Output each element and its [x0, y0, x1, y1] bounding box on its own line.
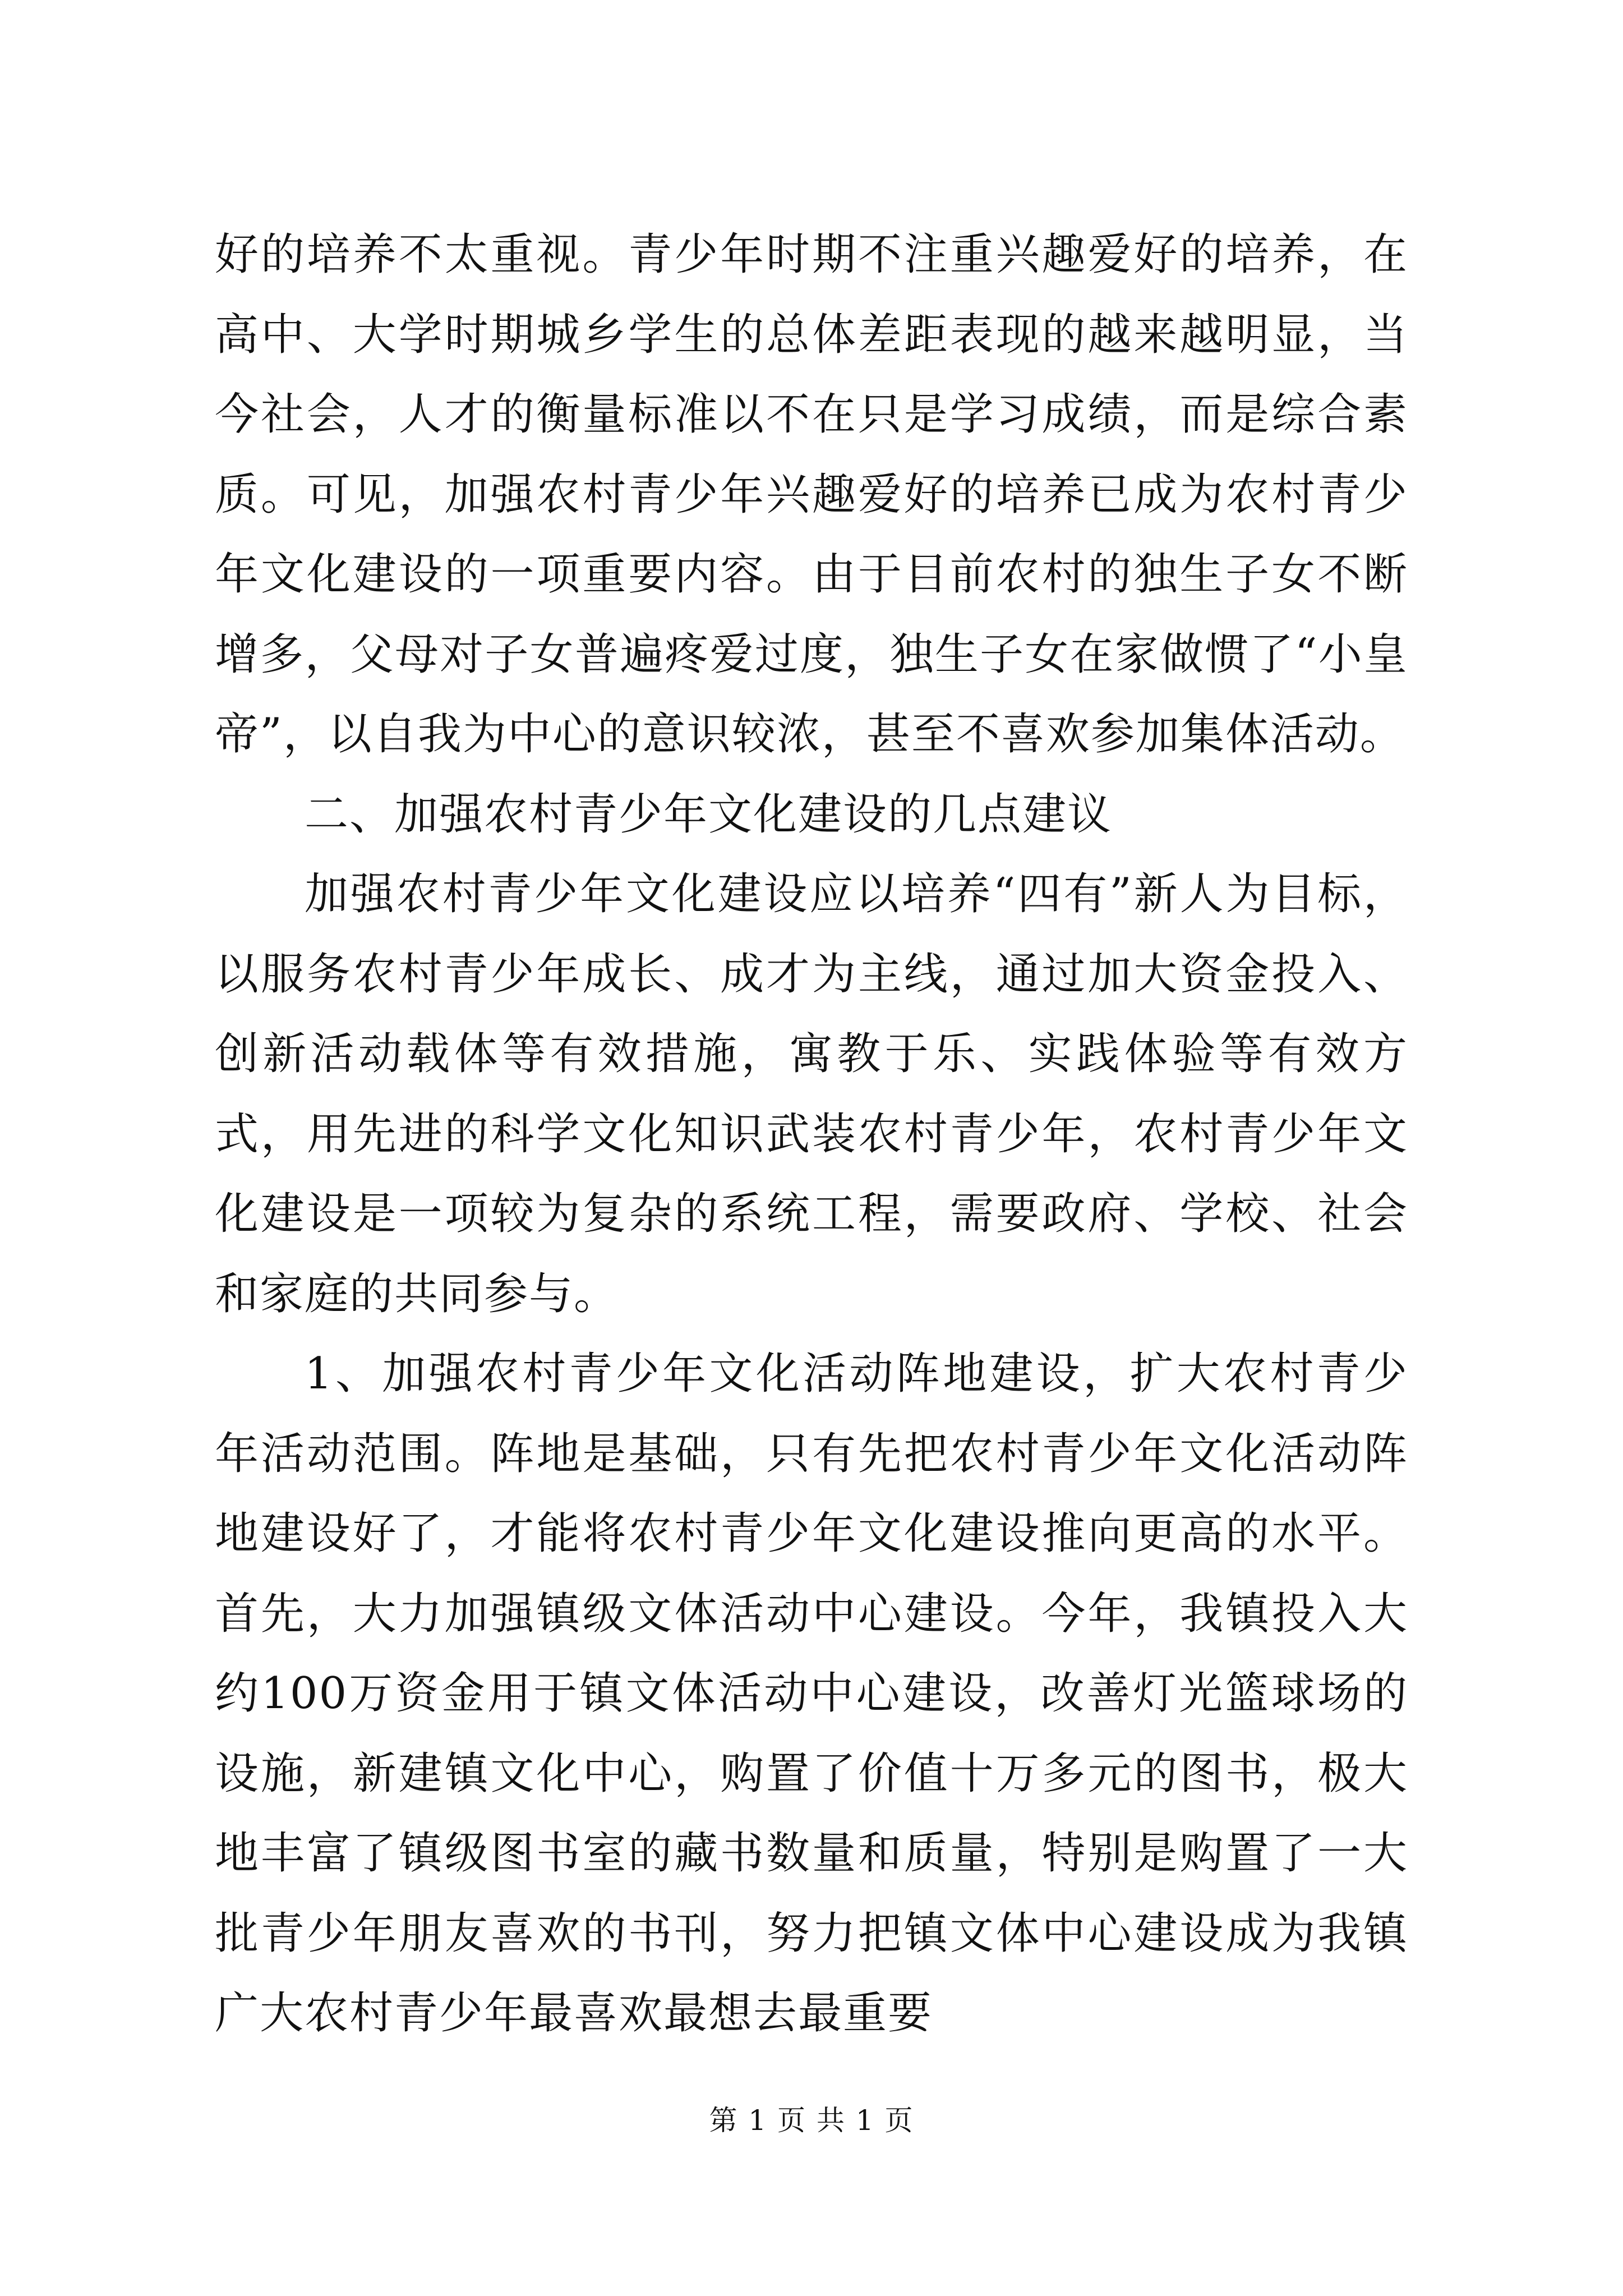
document-body	[215, 215, 1408, 2054]
paragraph-1: 好的培养不太重视。青少年时期不注重兴趣爱好的培养，在高中、大学时期城乡学生的总体差距表现的越来越明显，当今社会，人才的衡量标准以不在只是学习成绩，而是综合素质。可见，加强农村青少年兴趣爱好的培养已成为农村青少年文化建设的一项重要内容。由于目前农村的独生子女不断增多，父母对子女普遍疼爱过度，独生子女在家做惯了“小皇帝”，以自我为中心的意识较浓，甚至不喜欢参加集体活动。	[215, 229, 1408, 760]
page-footer: 第 1 页 共 1 页	[709, 2104, 914, 2137]
section-heading: 二、加强农村青少年文化建设的几点建议	[305, 789, 1113, 840]
paragraph-2: 加强农村青少年文化建设应以培养“四有”新人为目标，以服务农村青少年成长、成才为主线，通过加大资金投入、创新活动载体等有效措施，寓教于乐、实践体验等有效方式，用先进的科学文化知识武装农村青少年，农村青少年文化建设是一项较为复杂的系统工程，需要政府、学校、社会和家庭的共同参与。	[215, 869, 1408, 1319]
paragraph-3: 1、加强农村青少年文化活动阵地建设，扩大农村青少年活动范围。阵地是基础，只有先把农村青少年文化活动阵地建设好了，才能将农村青少年文化建设推向更高的水平。首先，大力加强镇级文体活动中心建设。今年，我镇投入大约100万资金用于镇文体活动中心建设，改善灯光篮球场的设施，新建镇文化中心，购置了价值十万多元的图书，极大地丰富了镇级图书室的藏书数量和质量，特别是购置了一大批青少年朋友喜欢的书刊，努力把镇文体中心建设成为我镇广大农村青少年最喜欢最想去最重要	[215, 1349, 1408, 2039]
